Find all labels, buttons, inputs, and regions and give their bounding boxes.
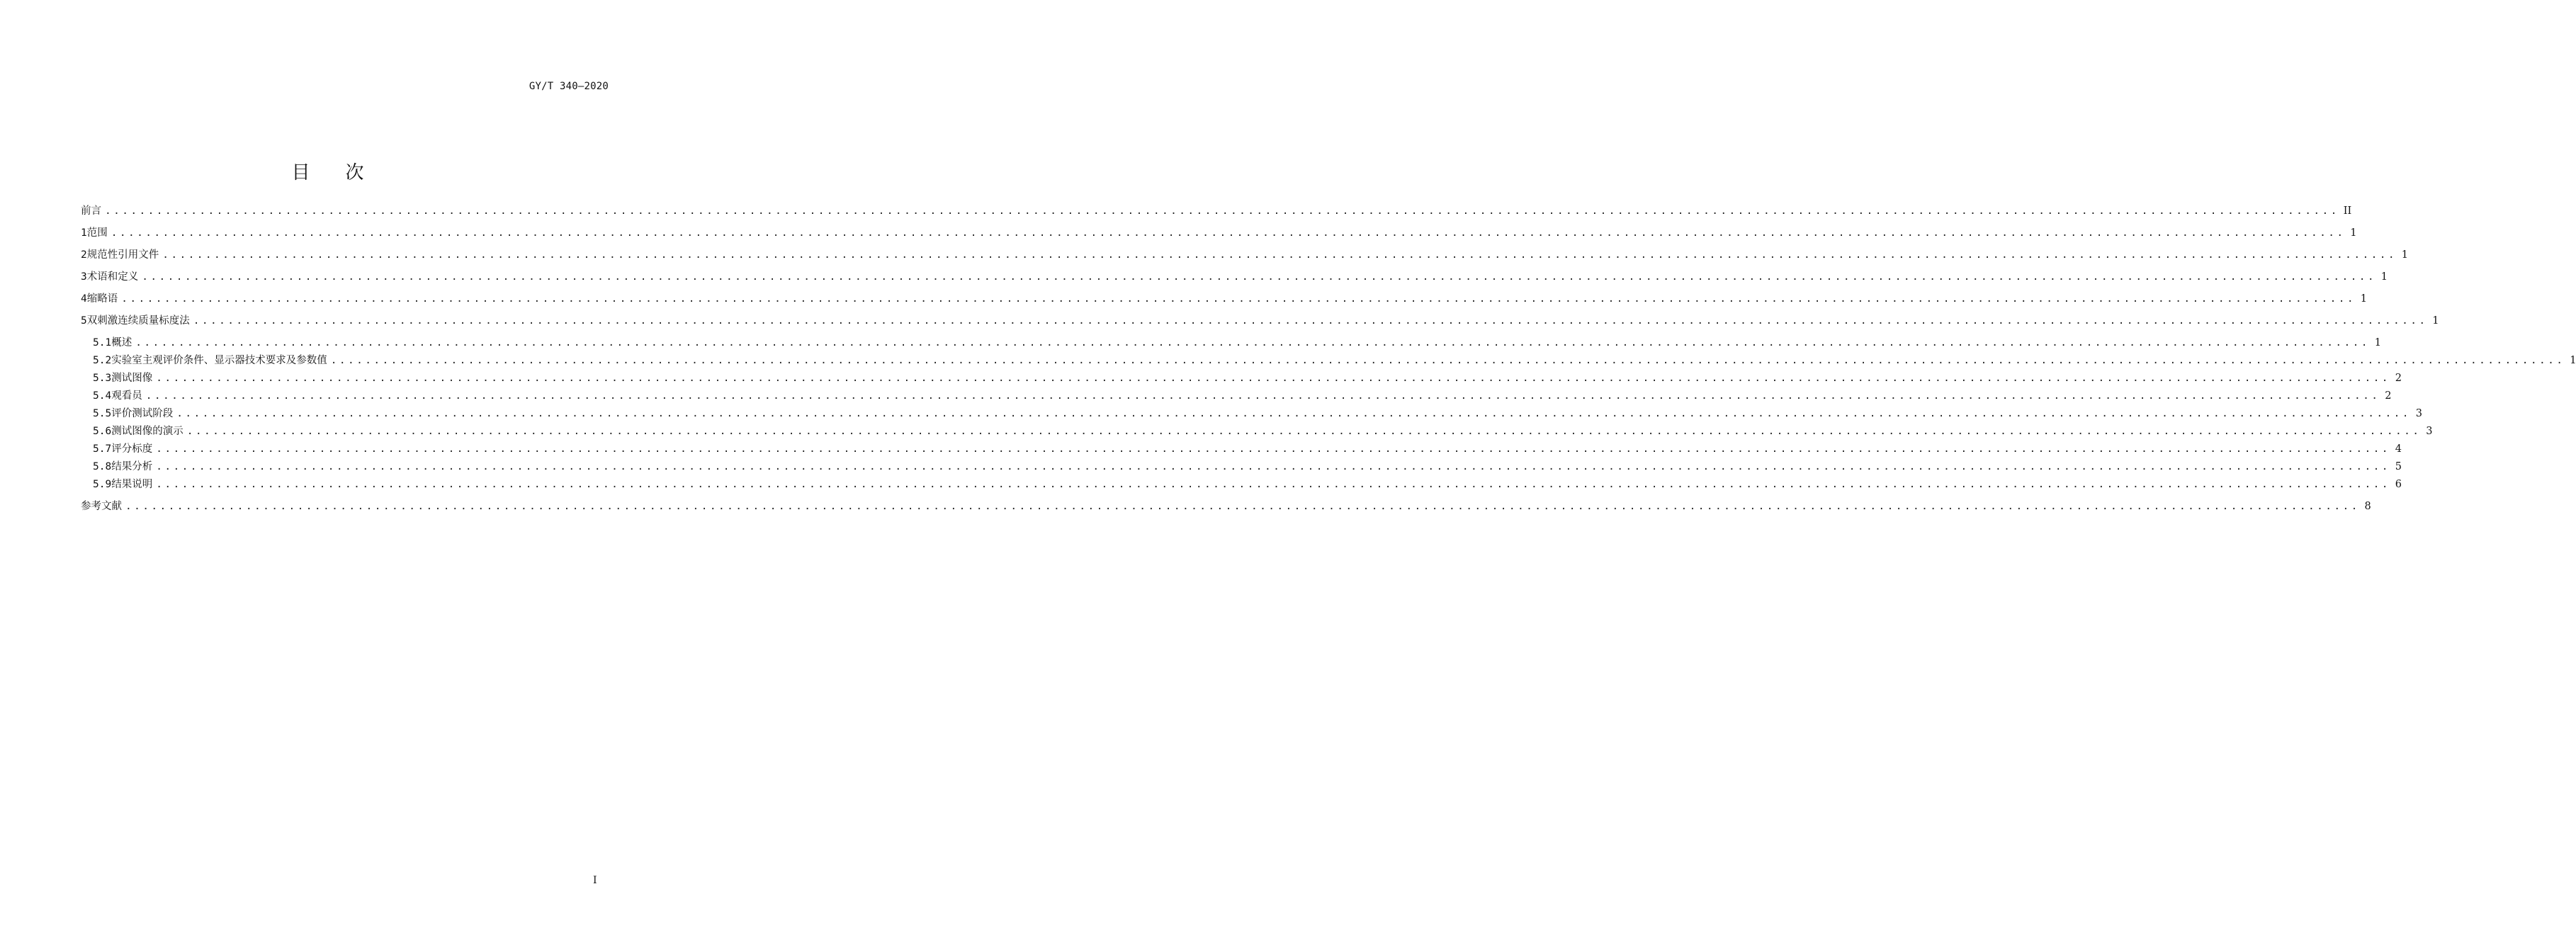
- toc-entry[interactable]: [81, 406, 2422, 424]
- toc-entry-number: 5.6: [93, 426, 112, 437]
- toc-entry-label: 评价测试阶段: [111, 408, 174, 419]
- toc-entry-page: 3: [2415, 408, 2422, 419]
- toc-dot-leader: ....................................................................................................................................................................................................................................................................: [162, 249, 2397, 261]
- toc-entry-page: 8: [2364, 501, 2371, 512]
- toc-entry-page: 2: [2385, 390, 2392, 402]
- toc-dot-leader: ....................................................................................................................................................................................................................................................................: [145, 390, 2380, 402]
- toc-entry[interactable]: [81, 313, 2439, 335]
- toc-dot-leader: ....................................................................................................................................................................................................................................................................: [105, 205, 2339, 217]
- toc-entry-page: 1: [2570, 355, 2576, 366]
- toc-dot-leader: ....................................................................................................................................................................................................................................................................: [111, 227, 2346, 239]
- toc-dot-leader: ....................................................................................................................................................................................................................................................................: [125, 501, 2360, 512]
- toc-entry-number: 4: [81, 293, 87, 305]
- toc-entry[interactable]: [81, 203, 2352, 225]
- toc-entry-label: 范围: [86, 227, 108, 239]
- toc-entry-page: 1: [2432, 315, 2439, 327]
- toc-entry-label: 前言: [81, 205, 101, 217]
- toc-entry-page: 2: [2395, 373, 2402, 384]
- toc-entry[interactable]: [81, 441, 2402, 459]
- toc-entry[interactable]: [81, 499, 2371, 521]
- toc-entry-number: 1: [81, 227, 87, 239]
- toc-entry-label: 评分标度: [111, 443, 153, 455]
- toc-entry-label: 测试图像: [111, 373, 153, 384]
- toc-entry[interactable]: [81, 388, 2392, 406]
- toc-entry-page: II: [2343, 205, 2352, 217]
- toc-entry[interactable]: [81, 424, 2433, 441]
- toc-entry-number: 5.8: [93, 461, 112, 472]
- toc-dot-leader: ....................................................................................................................................................................................................................................................................: [176, 408, 2411, 419]
- toc-entry-page: 1: [2380, 271, 2388, 283]
- toc-dot-leader: ....................................................................................................................................................................................................................................................................: [186, 426, 2422, 437]
- toc-entry-label: 术语和定义: [86, 271, 139, 283]
- toc-entry[interactable]: [81, 225, 2357, 247]
- table-of-contents: [81, 203, 2576, 521]
- toc-dot-leader: ....................................................................................................................................................................................................................................................................: [330, 355, 2565, 366]
- toc-entry-label: 结果分析: [111, 461, 153, 472]
- toc-entry-number: 5.1: [93, 337, 112, 348]
- toc-entry[interactable]: [81, 269, 2388, 291]
- toc-dot-leader: ....................................................................................................................................................................................................................................................................: [193, 315, 2428, 327]
- toc-entry-number: 5.4: [93, 390, 112, 402]
- toc-entry-label: 缩略语: [86, 293, 118, 305]
- toc-entry-number: 5: [81, 315, 87, 327]
- toc-dot-leader: ....................................................................................................................................................................................................................................................................: [135, 337, 2370, 348]
- toc-entry-number: 5.7: [93, 443, 112, 455]
- toc-entry-label: 参考文献: [81, 501, 122, 512]
- toc-dot-leader: ....................................................................................................................................................................................................................................................................: [156, 373, 2390, 384]
- toc-entry[interactable]: [81, 370, 2402, 388]
- document-code: GY/T 340—2020: [529, 81, 609, 92]
- toc-entry-page: 1: [2360, 293, 2367, 305]
- toc-entry-label: 双刺激连续质量标度法: [86, 315, 190, 327]
- toc-entry[interactable]: [81, 477, 2402, 499]
- toc-entry-page: 1: [2350, 227, 2357, 239]
- toc-entry-label: 规范性引用文件: [86, 249, 159, 261]
- toc-entry-number: 2: [81, 249, 87, 261]
- toc-entry-number: 5.9: [93, 479, 112, 490]
- page-number: I: [593, 875, 597, 886]
- toc-entry-page: 3: [2426, 426, 2433, 437]
- toc-entry[interactable]: [81, 247, 2408, 269]
- toc-entry-label: 观看员: [111, 390, 142, 402]
- toc-entry-number: 3: [81, 271, 87, 283]
- toc-entry[interactable]: [81, 459, 2402, 477]
- toc-dot-leader: ....................................................................................................................................................................................................................................................................: [142, 271, 2376, 283]
- toc-entry[interactable]: [81, 353, 2576, 370]
- toc-entry-label: 测试图像的演示: [111, 426, 183, 437]
- page-title: 目次: [291, 162, 400, 184]
- toc-entry-number: 5.3: [93, 373, 112, 384]
- toc-entry-label: 概述: [111, 337, 132, 348]
- toc-entry-page: 5: [2395, 461, 2402, 472]
- toc-dot-leader: ....................................................................................................................................................................................................................................................................: [121, 293, 2356, 305]
- toc-dot-leader: ....................................................................................................................................................................................................................................................................: [156, 443, 2390, 455]
- toc-dot-leader: ....................................................................................................................................................................................................................................................................: [156, 479, 2390, 490]
- toc-entry-label: 实验室主观评价条件、显示器技术要求及参数值: [111, 355, 327, 366]
- toc-entry-page: 1: [2401, 249, 2408, 261]
- toc-entry-page: 4: [2395, 443, 2402, 455]
- toc-entry-page: 6: [2395, 479, 2402, 490]
- toc-entry[interactable]: [81, 335, 2381, 353]
- toc-entry-number: 5.5: [93, 408, 112, 419]
- toc-entry[interactable]: [81, 291, 2367, 313]
- toc-entry-page: 1: [2374, 337, 2381, 348]
- toc-entry-number: 5.2: [93, 355, 112, 366]
- toc-dot-leader: ....................................................................................................................................................................................................................................................................: [156, 461, 2390, 472]
- toc-entry-label: 结果说明: [111, 479, 153, 490]
